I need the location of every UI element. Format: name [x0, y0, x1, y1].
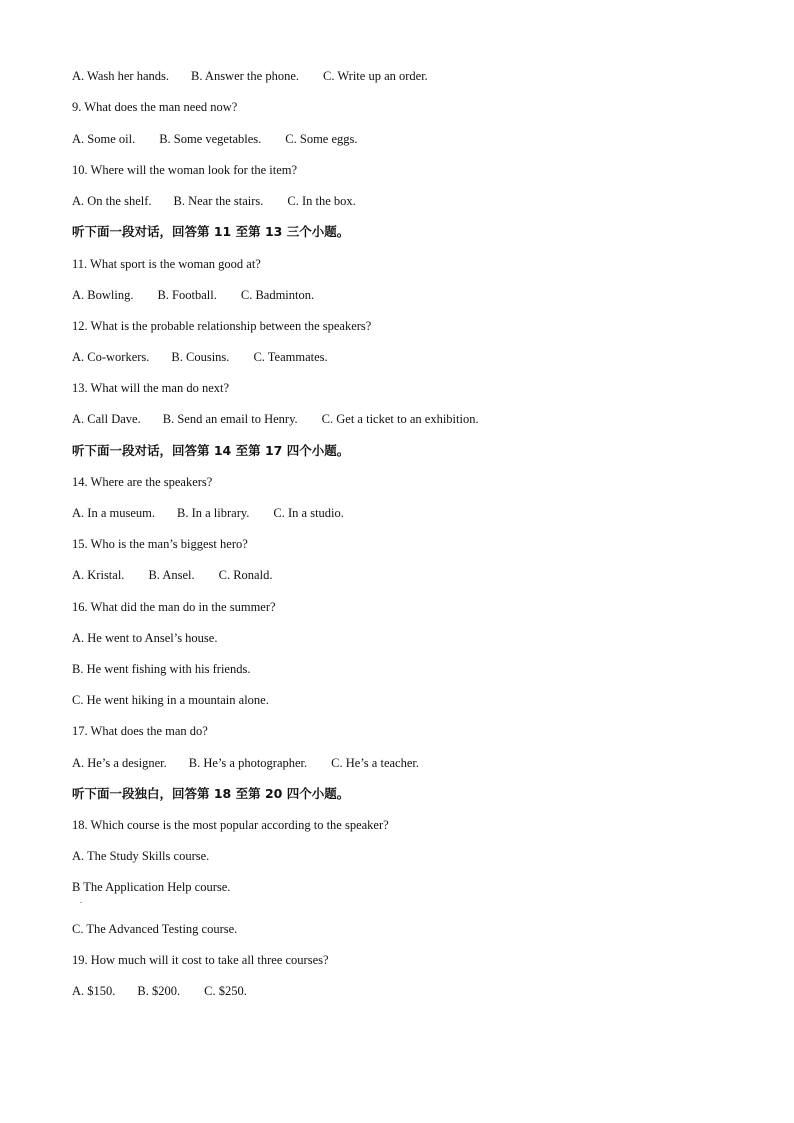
question-18-option-c: C. The Advanced Testing course. — [72, 922, 238, 936]
option-c: C. Teammates. — [253, 350, 328, 364]
question-13: 13. What will the man do next? — [72, 381, 230, 395]
option-a: A. Co-workers. — [72, 350, 150, 364]
option-b: B. Football. — [157, 288, 217, 302]
question-9: 9. What does the man need now? — [72, 100, 238, 114]
option-b: B. Cousins. — [171, 350, 230, 364]
option-a: A. Bowling. — [72, 288, 134, 302]
option-c: C. In the box. — [287, 194, 356, 208]
options-line-q15 — [72, 567, 272, 583]
question-16-option-c: C. He went hiking in a mountain alone. — [72, 693, 269, 707]
question-18-option-b: B The Application Help course. — [72, 880, 231, 894]
question-15: 15. Who is the man’s biggest hero? — [72, 537, 248, 551]
section-heading-14-17: 听下面一段对话，回答第 14 至第 17 四个小题。 — [72, 443, 350, 458]
option-b: B. In a library. — [176, 506, 250, 520]
options-line-q14 — [72, 505, 344, 521]
stray-mark: . — [80, 896, 82, 905]
question-16: 16. What did the man do in the summer? — [72, 600, 276, 614]
question-16-option-b: B. He went fishing with his friends. — [72, 662, 251, 676]
option-c: C. $250. — [204, 984, 247, 998]
option-a: A. $150. — [72, 984, 116, 998]
option-a: A. In a museum. — [72, 506, 155, 520]
option-c: C. He’s a teacher. — [331, 756, 419, 770]
option-b: B. Ansel. — [148, 568, 195, 582]
section-heading-11-13: 听下面一段对话，回答第 11 至第 13 三个小题。 — [72, 224, 350, 239]
option-b: B. Near the stairs. — [173, 194, 264, 208]
option-b: B. $200. — [137, 984, 181, 998]
option-a: A. He’s a designer. — [72, 756, 167, 770]
options-line-q17 — [72, 755, 419, 771]
options-line-q12 — [72, 349, 328, 365]
option-b: B. He’s a photographer. — [188, 756, 308, 770]
option-c: C. In a studio. — [273, 506, 344, 520]
options-line-q8 — [72, 68, 428, 84]
options-line-q13 — [72, 411, 479, 427]
section-heading-18-20: 听下面一段独白，回答第 18 至第 20 四个小题。 — [72, 786, 350, 801]
option-a: A. Wash her hands. — [72, 69, 170, 83]
question-10: 10. Where will the woman look for the item? — [72, 163, 298, 177]
option-a: A. Some oil. — [72, 132, 136, 146]
option-c: C. Badminton. — [240, 288, 315, 302]
option-b: B. Answer the phone. — [191, 69, 299, 83]
question-16-option-a: A. He went to Ansel’s house. — [72, 631, 218, 645]
option-c: C. Some eggs. — [285, 132, 358, 146]
question-18-option-a: A. The Study Skills course. — [72, 849, 210, 863]
question-19: 19. How much will it cost to take all three courses? — [72, 953, 329, 967]
options-line-q10 — [72, 193, 356, 209]
question-17: 17. What does the man do? — [72, 724, 208, 738]
option-a: A. Call Dave. — [72, 412, 141, 426]
question-12: 12. What is the probable relationship between the speakers? — [72, 319, 372, 333]
option-a: A. On the shelf. — [72, 194, 152, 208]
option-b: B. Some vegetables. — [159, 132, 262, 146]
option-a: A. Kristal. — [72, 568, 125, 582]
question-18: 18. Which course is the most popular according to the speaker? — [72, 818, 389, 832]
option-c: C. Ronald. — [218, 568, 273, 582]
option-b: B. Send an email to Henry. — [162, 412, 298, 426]
options-line-q9 — [72, 131, 358, 147]
options-line-q11 — [72, 287, 314, 303]
question-14: 14. Where are the speakers? — [72, 475, 213, 489]
option-c: C. Get a ticket to an exhibition. — [321, 412, 479, 426]
option-c: C. Write up an order. — [323, 69, 428, 83]
options-line-q19 — [72, 983, 247, 999]
question-11: 11. What sport is the woman good at? — [72, 257, 261, 271]
